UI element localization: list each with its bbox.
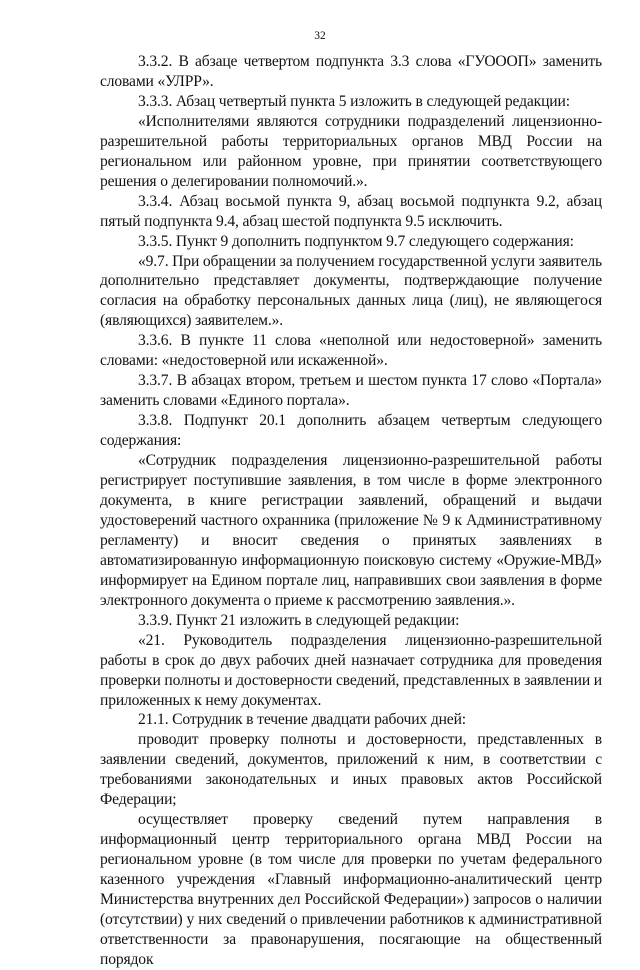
paragraph: 3.3.5. Пункт 9 дополнить подпунктом 9.7 следующего содержания: [138, 232, 574, 250]
paragraph: 3.3.4. Абзац восьмой пункта 9, абзац восьмой подпункта 9.2, абзац пятый подпункта 9.4, абзац шестой подпункта 9.5 исключить. [100, 192, 602, 230]
document-body [100, 52, 602, 970]
paragraph: проводит проверку полноты и достоверности, представленных в заявлении сведений, документов, приложений к ним, в соответствии с требованиями законодательных и иных правовых актов Российской Федерации; [100, 731, 602, 809]
page-number: 32 [314, 30, 326, 42]
paragraph: 3.3.8. Подпункт 20.1 дополнить абзацем четвертым следующего содержания: [100, 412, 602, 450]
paragraph: 3.3.3. Абзац четвертый пункта 5 изложить в следующей редакции: [138, 92, 570, 110]
paragraph: 3.3.9. Пункт 21 изложить в следующей редакции: [138, 611, 460, 629]
quoted-paragraph: «Исполнителями являются сотрудники подразделений лицензионно-разрешительной работы территориальных органов МВД России на региональном или районном уровне, при принятии соответствующего решения о делегировании полномочий.». [100, 112, 602, 190]
paragraph: 3.3.7. В абзацах втором, третьем и шестом пункта 17 слово «Портала» заменить словами «Единого портала». [100, 372, 602, 410]
paragraph: 21.1. Сотрудник в течение двадцати рабочих дней: [138, 711, 466, 729]
quoted-paragraph: «21. Руководитель подразделения лицензионно-разрешительной работы в срок до двух рабочих дней назначает сотрудника для проведения проверки полноты и достоверности сведений, представленных в заявлении и приложенных к нему документах. [100, 631, 602, 709]
paragraph: 3.3.2. В абзаце четвертом подпункта 3.3 слова «ГУОООП» заменить словами «УЛРР». [100, 53, 602, 90]
paragraph: осуществляет проверку сведений путем направления в информационный центр территориального органа МВД России на региональном уровне (в том числе для проверки по учетам федерального казенного учреждения «Главный информационно-аналитический центр Министерства внутренних дел Российской Федерации») запросов о наличии (отсутствии) у них сведений о привлечении работников к административной ответственности за правонарушения, посягающие на общественный порядок [100, 811, 602, 968]
quoted-paragraph: «9.7. При обращении за получением государственной услуги заявитель дополнительно представляет документы, подтверждающие получение согласия на обработку персональных данных лица (лиц), не являющегося (являющихся) заявителем.». [100, 252, 602, 330]
quoted-paragraph: «Сотрудник подразделения лицензионно-разрешительной работы регистрирует поступившие заявления, в том числе в форме электронного документа, в книге регистрации заявлений, обращений и выдачи удостоверений частного охранника (приложение № 9 к Административному регламенту) и вносит сведения о принятых заявлениях в автоматизированную информационную поисковую систему «Оружие-МВД» информирует на Едином портале лиц, направивших свои заявления в форме электронного документа о приеме к рассмотрению заявления.». [100, 452, 602, 609]
paragraph: 3.3.6. В пункте 11 слова «неполной или недостоверной» заменить словами: «недостоверной или искаженной». [100, 332, 602, 370]
